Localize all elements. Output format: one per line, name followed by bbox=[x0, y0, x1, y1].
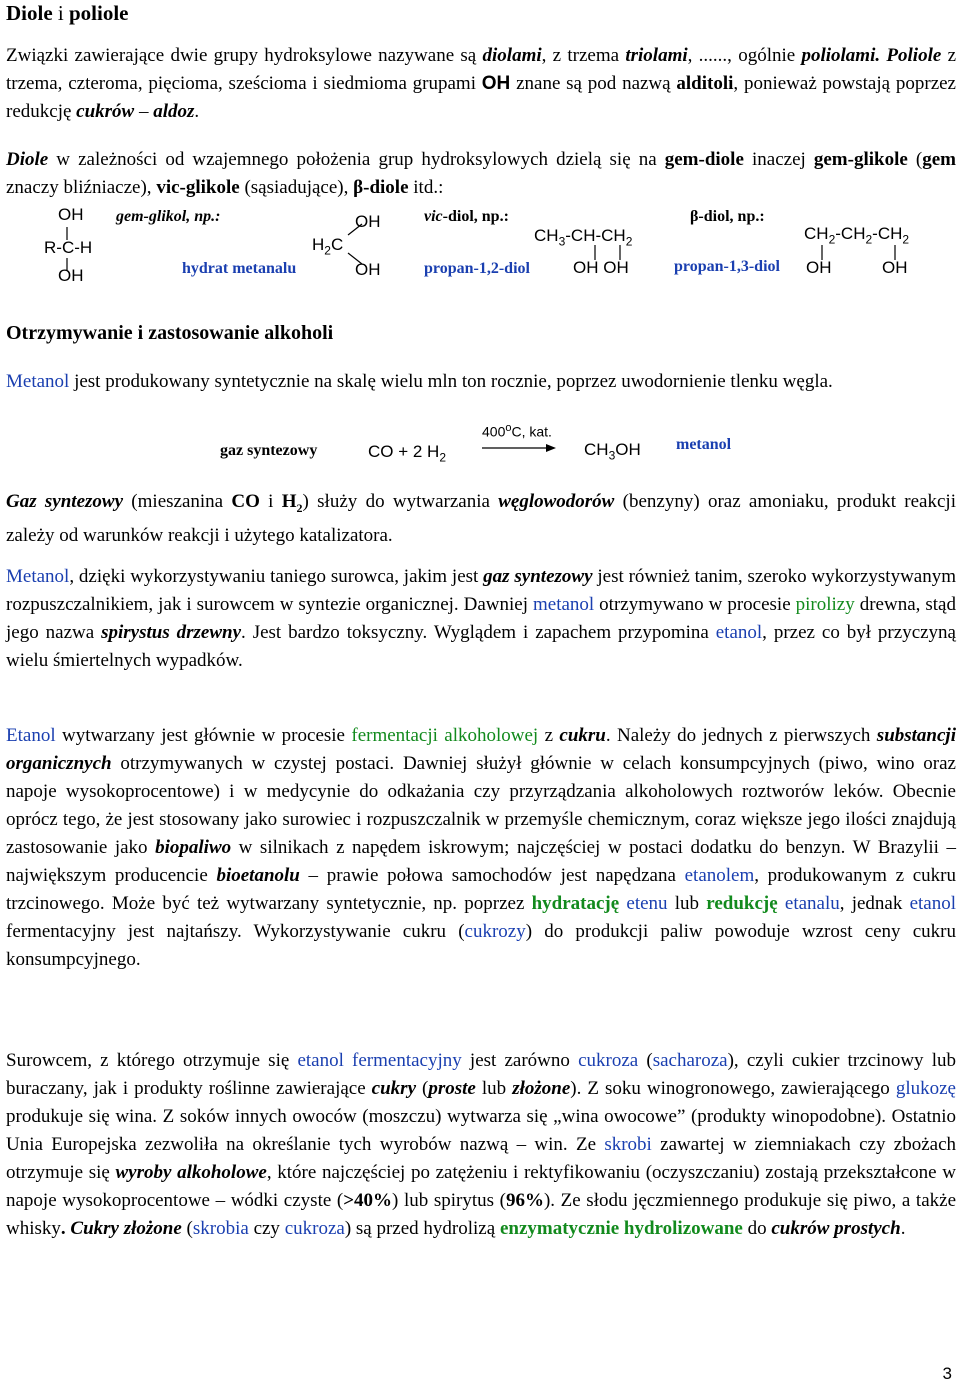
formula-co: CO bbox=[231, 491, 260, 512]
term-gem-diole: gem-diole bbox=[664, 149, 744, 170]
term-redukcje: redukcję bbox=[706, 893, 778, 914]
sub: 2 bbox=[865, 232, 873, 247]
text: jest produkowany syntetycznie na skalę wielu mln ton rocznie, poprzez uwodornienie tlenku węgla. bbox=[69, 371, 833, 392]
heading-middle: i bbox=[52, 1, 69, 25]
text: ). Z soku winogronowego, zawierającego bbox=[570, 1078, 896, 1099]
text: ( bbox=[638, 1050, 653, 1071]
hydrat-oh-top: OH bbox=[355, 212, 381, 231]
diol-structures-diagram bbox=[0, 200, 960, 300]
text: , z trzema bbox=[541, 45, 626, 66]
product bbox=[584, 440, 641, 462]
text: Związki zawierające dwie grupy hydroksylowe nazywane są bbox=[6, 45, 483, 66]
gem-r-c-h: R-C-H bbox=[44, 238, 93, 257]
section-heading-diole bbox=[6, 0, 129, 26]
term-sacharoza: sacharoza bbox=[652, 1050, 728, 1071]
text: z bbox=[538, 725, 560, 746]
h: H bbox=[281, 491, 297, 512]
c: C bbox=[330, 235, 344, 254]
term-glukoze: glukozę bbox=[895, 1078, 956, 1099]
ch: -CH bbox=[835, 224, 866, 243]
term-bioetanolu: bioetanolu bbox=[216, 865, 300, 886]
text: – prawie połowa samochodów jest napędzana bbox=[299, 865, 685, 886]
gem-oh-bottom: OH bbox=[58, 266, 84, 285]
text: – bbox=[134, 101, 154, 122]
term-cukru: cukru bbox=[559, 725, 606, 746]
term-aldoz: aldoz bbox=[153, 101, 195, 122]
sub: 2 bbox=[324, 243, 331, 258]
paragraph-metanol-production bbox=[6, 368, 956, 396]
term-etenu: etenu bbox=[626, 893, 668, 914]
term-metanol: metanol bbox=[533, 594, 595, 615]
beta-oh-2: OH bbox=[882, 258, 908, 277]
ch: CH bbox=[804, 224, 829, 243]
term-hydratacje: hydratację bbox=[531, 893, 620, 914]
heading-rest: poliole bbox=[69, 1, 129, 25]
gem-oh-top: OH bbox=[58, 205, 84, 224]
text: ) służy do wytwarzania bbox=[302, 491, 499, 512]
text: w silnikach z napędem iskrowym; najczęściej w postaci dodatku do benzyn. W Brazylii – największym producencie bbox=[6, 837, 956, 886]
term-diolami: diolami bbox=[482, 45, 542, 66]
text: wytwarzany jest głównie w procesie bbox=[55, 725, 352, 746]
value-96-percent: 96% bbox=[505, 1190, 544, 1211]
term-substancji-organicznych: substancji organicznych bbox=[6, 725, 956, 774]
term-fermentacji-alkoholowej: fermentacji alkoholowej bbox=[351, 725, 539, 746]
text: zawartej w ziemniakach czy zbożach otrzymuje się bbox=[6, 1134, 956, 1183]
beta-chain bbox=[804, 224, 909, 246]
term-zlozone: złożone bbox=[512, 1078, 571, 1099]
ch: CH bbox=[584, 440, 609, 459]
term-skrobi: skrobi bbox=[604, 1134, 652, 1155]
sub: 2 bbox=[439, 450, 447, 465]
sub: 3 bbox=[558, 234, 566, 249]
vic-oh-pair: OH OH bbox=[573, 258, 629, 277]
hydrat-h2c bbox=[312, 235, 343, 257]
term-vic-glikole: vic-glikole bbox=[156, 177, 240, 198]
term-etanol: etanol bbox=[909, 893, 957, 914]
term-metanol: Metanol bbox=[6, 371, 70, 392]
gem-glikol-label bbox=[116, 208, 220, 226]
metanol-product-label: metanol bbox=[676, 436, 732, 453]
ch: CH bbox=[534, 226, 559, 245]
text: itd.: bbox=[408, 177, 444, 198]
term-diole: Diole bbox=[6, 149, 49, 170]
text: . bbox=[194, 101, 200, 122]
text: , które najczęściej po zatężeniu i rektyfikowaniu (oczyszczaniu) zostają przekształcone w napoje wysokoprocentowe – wódki czyste ( bbox=[6, 1162, 956, 1211]
propan-1-3-diol-label: propan-1,3-diol bbox=[674, 258, 780, 275]
term-cukrow-prostych: cukrów prostych bbox=[771, 1218, 901, 1239]
formula-h2 bbox=[281, 491, 303, 515]
paragraph-intro bbox=[6, 42, 956, 126]
term-weglowodorow: węglowodorów bbox=[498, 491, 615, 512]
value-40-percent: >40% bbox=[343, 1190, 393, 1211]
text: ( bbox=[416, 1078, 429, 1099]
text: , przez co był przyczyną wielu śmiertelnych wypadków. bbox=[6, 622, 956, 671]
gem-label-text: gem-glikol, np.: bbox=[116, 208, 221, 225]
text: ) do produkcji paliw powoduje wzrost ceny cukru konsumpcyjnego. bbox=[6, 921, 956, 970]
text: fermentacyjny jest najtańszy. Wykorzystywanie cukru ( bbox=[6, 921, 465, 942]
text: . Jest bardzo toksyczny. Wyglądem i zapachem przypomina bbox=[241, 622, 716, 643]
term-triolami: triolami bbox=[625, 45, 688, 66]
text: znane są pod nazwą bbox=[510, 73, 677, 94]
reactants bbox=[368, 442, 446, 464]
beta-diol-label: β-diol, np.: bbox=[690, 208, 765, 225]
term-etanalu: etanalu bbox=[784, 893, 840, 914]
paragraph-etanol bbox=[6, 722, 956, 974]
term-skrobia: skrobia bbox=[192, 1218, 249, 1239]
term-cukry: cukry bbox=[371, 1078, 416, 1099]
vic-diol-label bbox=[424, 208, 509, 226]
cat: C, kat. bbox=[511, 423, 552, 440]
text: , ......, ogólnie bbox=[687, 45, 802, 66]
paragraph-surowce bbox=[6, 1047, 956, 1243]
text: ), czyli cukier trzcinowy lub buraczany, jak i produkty roślinne zawierające bbox=[6, 1050, 956, 1099]
text: lub bbox=[667, 893, 707, 914]
text: , dzięki wykorzystywaniu taniego surowca, jakim jest bbox=[69, 566, 484, 587]
section-heading-otrzymywanie: Otrzymywanie i zastosowanie alkoholi bbox=[6, 322, 334, 344]
term-gem: gem bbox=[922, 149, 956, 170]
sub: 2 bbox=[625, 234, 633, 249]
deg: o bbox=[505, 422, 512, 434]
term-pirolizy: pirolizy bbox=[795, 594, 855, 615]
term-spirytus-drzewny: spirystus drzewny bbox=[101, 622, 242, 643]
ch: -CH bbox=[872, 224, 903, 243]
propan-1-2-diol-label: propan-1,2-diol bbox=[424, 260, 530, 277]
beta-oh-1: OH bbox=[806, 258, 832, 277]
text: (sąsiadujące), bbox=[239, 177, 354, 198]
reaction-arrow bbox=[0, 420, 960, 470]
vic-chain bbox=[534, 226, 632, 248]
text: jest również tanim, szeroko wykorzystywanym rozpuszczalnikiem, jak i surowcem w syntezie organicznej. Dawniej bbox=[6, 566, 957, 615]
text: otrzymywanych w czystej postaci. Dawniej służył głównie w celach konsumpcyjnych (piwo, wino oraz napoje wysokoprocentowe) i w medycynie do odkażania czy przyrządzania alkoholowych roztworów leków. Obecnie oprócz tego, że jest stosowany jako surowiec i rozpuszczalnik w przemyśle chemicznym, coraz większe jego ilości znajdują zastosowanie jako bbox=[6, 753, 956, 858]
text: i bbox=[259, 491, 282, 512]
paragraph-gaz-syntezowy bbox=[6, 488, 956, 550]
text: , produkowanym z cukru trzcinowego. Może być też wytwarzany syntetycznie, np. poprzez bbox=[6, 865, 957, 914]
term-etanol: Etanol bbox=[6, 725, 56, 746]
term-cukrozy: cukrozy bbox=[464, 921, 526, 942]
term-cukry-zlozone: Cukry złożone bbox=[70, 1218, 182, 1239]
term-beta-diole: β-diole bbox=[353, 177, 409, 198]
term-poliole: Poliole bbox=[886, 45, 942, 66]
h: H bbox=[312, 235, 325, 254]
text: otrzymywano w procesie bbox=[594, 594, 796, 615]
term-metanol: Metanol bbox=[6, 566, 70, 587]
heading-bold-part: Diole bbox=[6, 1, 53, 25]
text: produkuje się wina. Z soków innych owoców (moszczu) wytwarza się „wina owocowe” (produkty winopodobne). Ostatnio Unia Europejska zezwoliła na określanie tych wyrobów nazwą – win. Ze bbox=[6, 1106, 956, 1155]
term-etanol: etanol bbox=[715, 622, 763, 643]
temp: 400 bbox=[482, 423, 506, 440]
text: (mieszanina bbox=[123, 491, 232, 512]
term-proste: proste bbox=[428, 1078, 476, 1099]
term-biopaliwo: biopaliwo bbox=[155, 837, 232, 858]
text: . Należy do jednych z pierwszych bbox=[605, 725, 877, 746]
vic-rest: -diol, np.: bbox=[442, 208, 509, 225]
hydrat-metanalu-label: hydrat metanalu bbox=[182, 260, 297, 277]
text: Surowcem, z którego otrzymuje się bbox=[6, 1050, 298, 1071]
text: ( bbox=[181, 1218, 193, 1239]
sub: 2 bbox=[296, 500, 303, 515]
term-gaz-syntezowy: Gaz syntezowy bbox=[6, 491, 124, 512]
sub: 2 bbox=[828, 232, 836, 247]
text: w zależności od wzajemnego położenia grup hydroksylowych dzielą się na bbox=[48, 149, 665, 170]
term-enzymatycznie-hydrolizowane: enzymatycznie hydrolizowane bbox=[499, 1218, 743, 1239]
oh: OH bbox=[615, 440, 641, 459]
term-gaz-syntezowy: gaz syntezowy bbox=[483, 566, 593, 587]
paragraph-diole-types bbox=[6, 146, 956, 202]
text: z trzema, czteroma, pięcioma, sześcioma i siedmioma grupami bbox=[6, 45, 957, 94]
term-poliolami: poliolami. bbox=[801, 45, 881, 66]
text: czy bbox=[248, 1218, 285, 1239]
term-cukroza: cukroza bbox=[284, 1218, 345, 1239]
paragraph-metanol-uses bbox=[6, 563, 956, 675]
formula-oh: OH bbox=[481, 73, 511, 94]
text: lub bbox=[475, 1078, 513, 1099]
co-h: CO + 2 H bbox=[368, 442, 440, 461]
text: , ponieważ powstają poprzez redukcję bbox=[6, 73, 956, 122]
text: inaczej bbox=[743, 149, 814, 170]
text bbox=[778, 893, 785, 914]
hydrat-oh-bottom: OH bbox=[355, 260, 381, 279]
reaction-conditions bbox=[482, 422, 552, 440]
text: (benzyny) oraz amoniaku, produkt reakcji zależy od warunków reakcji i użytego katalizatora. bbox=[6, 491, 956, 546]
text: ) lub spirytus ( bbox=[392, 1190, 506, 1211]
vic-italic: vic bbox=[424, 208, 443, 225]
term-etanolem: etanolem bbox=[684, 865, 755, 886]
text: . bbox=[60, 1218, 71, 1239]
text: ). Ze słodu jęczmiennego produkuje się piwo, a także whisky bbox=[6, 1190, 957, 1239]
term-etanol-fermentacyjny: etanol fermentacyjny bbox=[297, 1050, 462, 1071]
sub: 2 bbox=[902, 232, 910, 247]
term-cukrow: cukrów bbox=[76, 101, 135, 122]
term-gem-glikole: gem-glikole bbox=[813, 149, 908, 170]
text: ( bbox=[907, 149, 923, 170]
text: drewna, stąd jego nazwa bbox=[6, 594, 956, 643]
term-alditoli: alditoli bbox=[676, 73, 734, 94]
page-number: 3 bbox=[942, 1364, 952, 1383]
text: , jednak bbox=[839, 893, 910, 914]
text: . bbox=[900, 1218, 906, 1239]
sub: 3 bbox=[608, 448, 616, 463]
text: do bbox=[742, 1218, 772, 1239]
text: ) są przed hydrolizą bbox=[344, 1218, 500, 1239]
synthesis-reaction bbox=[0, 420, 960, 470]
gaz-syntezowy-label: gaz syntezowy bbox=[220, 442, 318, 459]
term-cukroza: cukroza bbox=[578, 1050, 639, 1071]
term-wyroby-alkoholowe: wyroby alkoholowe bbox=[115, 1162, 267, 1183]
mid: -CH-CH bbox=[565, 226, 626, 245]
text: jest zarówno bbox=[461, 1050, 579, 1071]
text: znaczy bliźniacze), bbox=[6, 177, 157, 198]
